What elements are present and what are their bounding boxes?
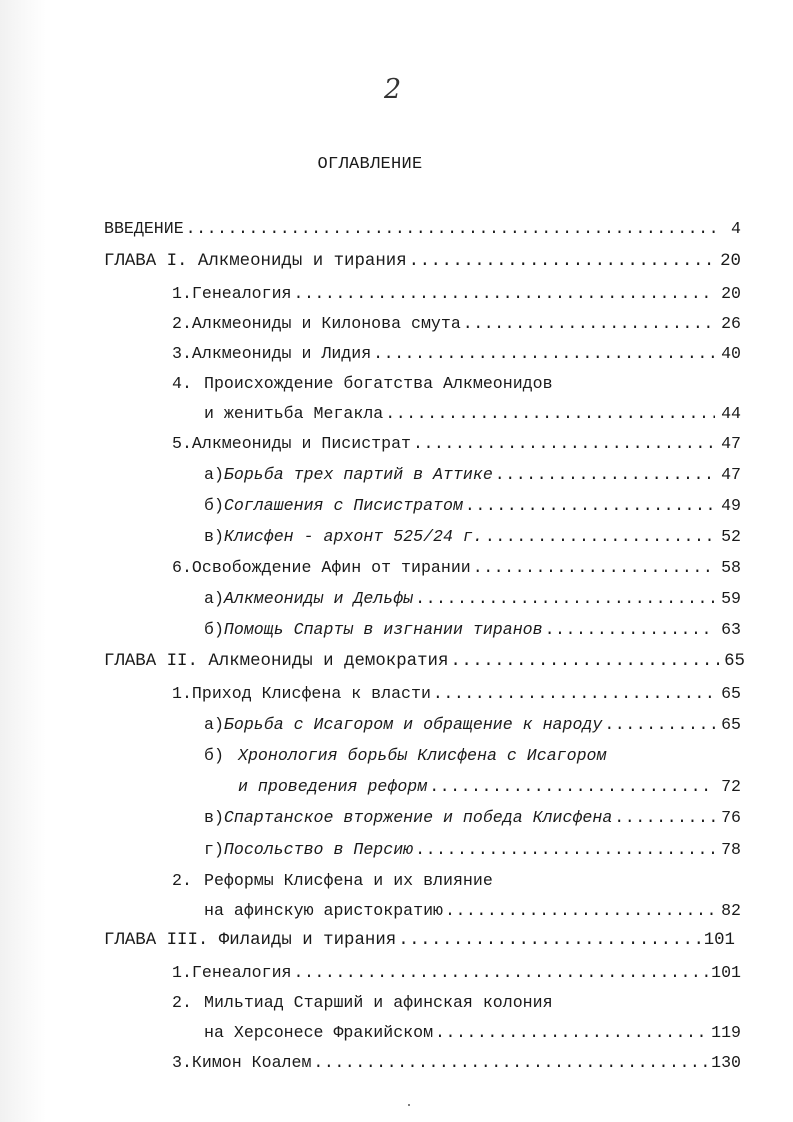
toc-entry-1-3: 3. Алкмеониды и Лидия ..... 40 <box>172 344 741 363</box>
toc-entry-1-4-line1: 4. Происхождение богатства Алкмеонидов <box>172 374 553 393</box>
toc-entry-1-4-line2: и женитьба Мегакла ..... 44 <box>204 404 741 423</box>
toc-entry-chapter-1: ГЛАВА I. Алкмеониды и тирания ..... 20 <box>104 252 741 271</box>
toc-entry-3-2-line1: 2. Мильтиад Старший и афинская колония <box>172 993 553 1012</box>
toc-entry-1-6-b: б) Помощь Спарты в изгнании тиранов ..... 63 <box>204 620 741 639</box>
toc-entry-1-5-a: а) Борьба трех партий в Аттике ..... 47 <box>204 465 741 484</box>
handwritten-page-number: 2 <box>384 74 402 105</box>
toc-entry-2-2-line1: 2. Реформы Клисфена и их влияние <box>172 871 493 890</box>
toc-entry-3-2-line2: на Херсонесе Фракийском ..... 119 <box>204 1023 741 1042</box>
toc-entry-2-1-a: а) Борьба с Исагором и обращение к народу ..... 65 <box>204 715 741 734</box>
toc-entry-2-1: 1. Приход Клисфена к власти ..... 65 <box>172 684 741 703</box>
toc-entry-intro: ВВЕДЕНИЕ ..... 4 <box>104 219 741 238</box>
toc-entry-1-6-a: а) Алкмеониды и Дельфы ..... 59 <box>204 589 741 608</box>
toc-entry-1-6: 6. Освобождение Афин от тирании ..... 58 <box>172 558 741 577</box>
toc-entry-3-1: 1. Генеалогия ..... 101 <box>172 963 741 982</box>
toc-entry-3-3: 3. Кимон Коалем ..... 130 <box>172 1053 741 1072</box>
toc-entry-1-1: 1. Генеалогия ..... 20 <box>172 284 741 303</box>
toc-entry-1-2: 2. Алкмеониды и Килонова смута ..... 26 <box>172 314 741 333</box>
toc-entry-chapter-3: ГЛАВА III. Филаиды и тирания ..... 101 <box>104 931 735 950</box>
toc-entry-1-5-b: б) Соглашения с Писистратом ..... 49 <box>204 496 741 515</box>
toc-entry-1-5: 5. Алкмеониды и Писистрат ..... 47 <box>172 434 741 453</box>
toc-entry-2-2-line2: на афинскую аристократию ..... 82 <box>204 901 741 920</box>
toc-entry-2-1-b-line2: и проведения реформ ..... 72 <box>238 777 741 796</box>
toc-entry-2-1-b-line1: б) Хронология борьбы Клисфена с Исагором <box>204 746 607 765</box>
scan-speck <box>408 1104 410 1106</box>
toc-entry-2-1-v: в) Спартанское вторжение и победа Клисфена ..... 76 <box>204 808 741 827</box>
toc-heading: ОГЛАВЛЕНИЕ <box>317 155 423 174</box>
toc-entry-2-1-g: г) Посольство в Персию ..... 78 <box>204 840 741 859</box>
toc-entry-1-5-v: в) Клисфен - архонт 525/24 г. ..... 52 <box>204 527 741 546</box>
toc-entry-chapter-2: ГЛАВА II. Алкмеониды и демократия ..... 65 <box>104 652 745 671</box>
